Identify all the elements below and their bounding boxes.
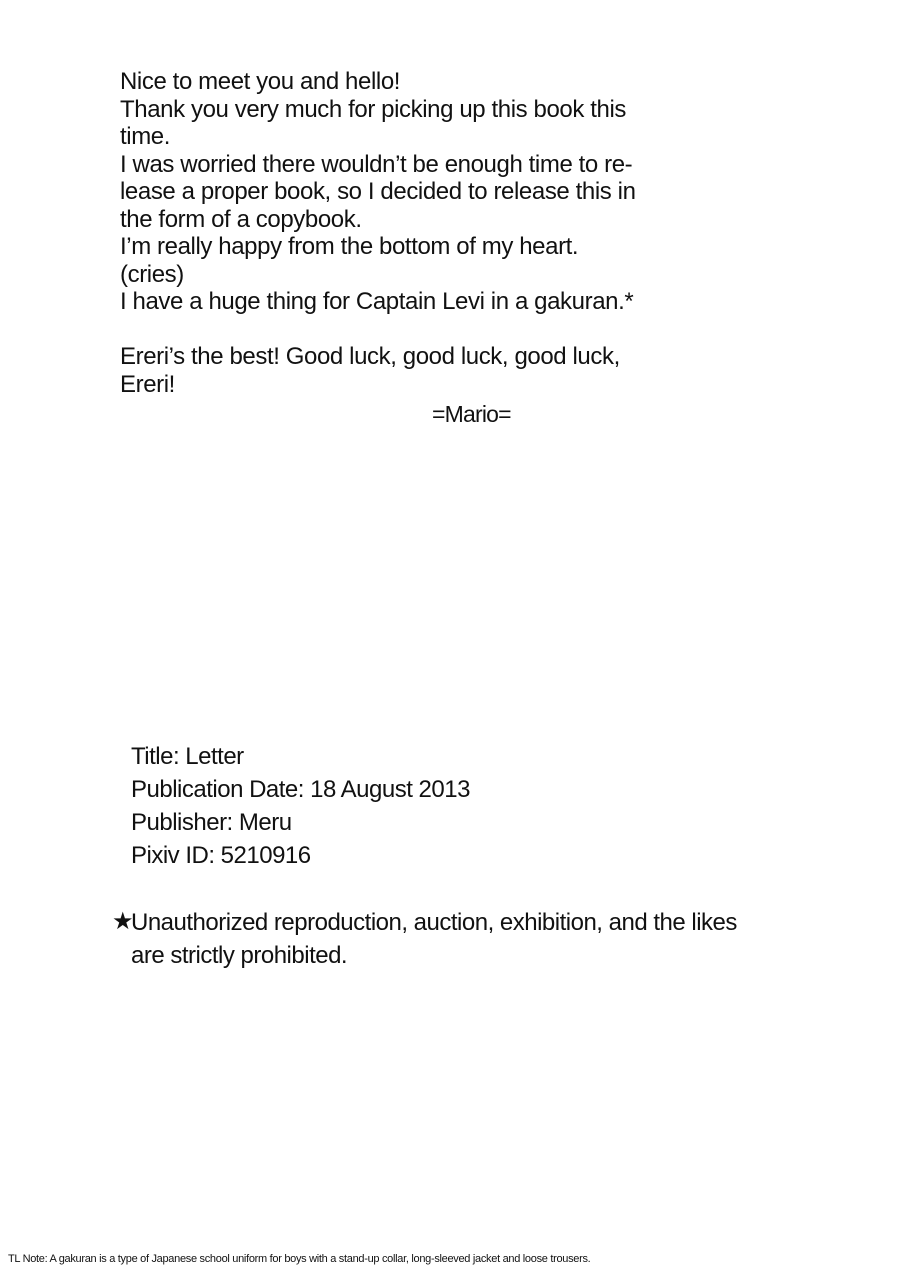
letter-body — [120, 68, 640, 398]
publisher: Publisher: Meru — [131, 809, 292, 836]
star-icon: ★ — [112, 907, 134, 935]
letter-line: I’m really happy from the bottom of my heart. — [120, 233, 579, 260]
letter-line: lease a proper book, so I decided to release this in — [120, 178, 636, 205]
letter-blank-line — [120, 316, 640, 344]
author-signature: =Mario= — [432, 401, 511, 427]
letter-line: Ereri! — [120, 370, 175, 398]
copyright-notice — [131, 906, 737, 972]
letter-line: Ereri’s the best! Good luck, good luck, good luck, — [120, 343, 620, 370]
letter-line: Nice to meet you and hello! — [120, 68, 401, 95]
letter-line: I was worried there wouldn’t be enough time to re- — [120, 150, 633, 178]
translator-note: TL Note: A gakuran is a type of Japanese school uniform for boys with a stand-up collar, long-sleeved jacket and loose trousers. — [8, 1253, 591, 1265]
letter-line: the form of a copybook. — [120, 205, 362, 233]
notice-line: are strictly prohibited. — [131, 942, 348, 969]
publication-title: Title: Letter — [131, 743, 244, 770]
notice-line: Unauthorized reproduction, auction, exhibition, and the likes — [131, 909, 737, 936]
letter-line: (cries) — [120, 260, 184, 288]
letter-line: time. — [120, 123, 171, 150]
publication-info — [131, 740, 470, 872]
publication-date: Publication Date: 18 August 2013 — [131, 776, 470, 803]
letter-line: Thank you very much for picking up this book this — [120, 95, 626, 123]
pixiv-id: Pixiv ID: 5210916 — [131, 842, 311, 869]
letter-line: I have a huge thing for Captain Levi in a gakuran.* — [120, 288, 634, 315]
